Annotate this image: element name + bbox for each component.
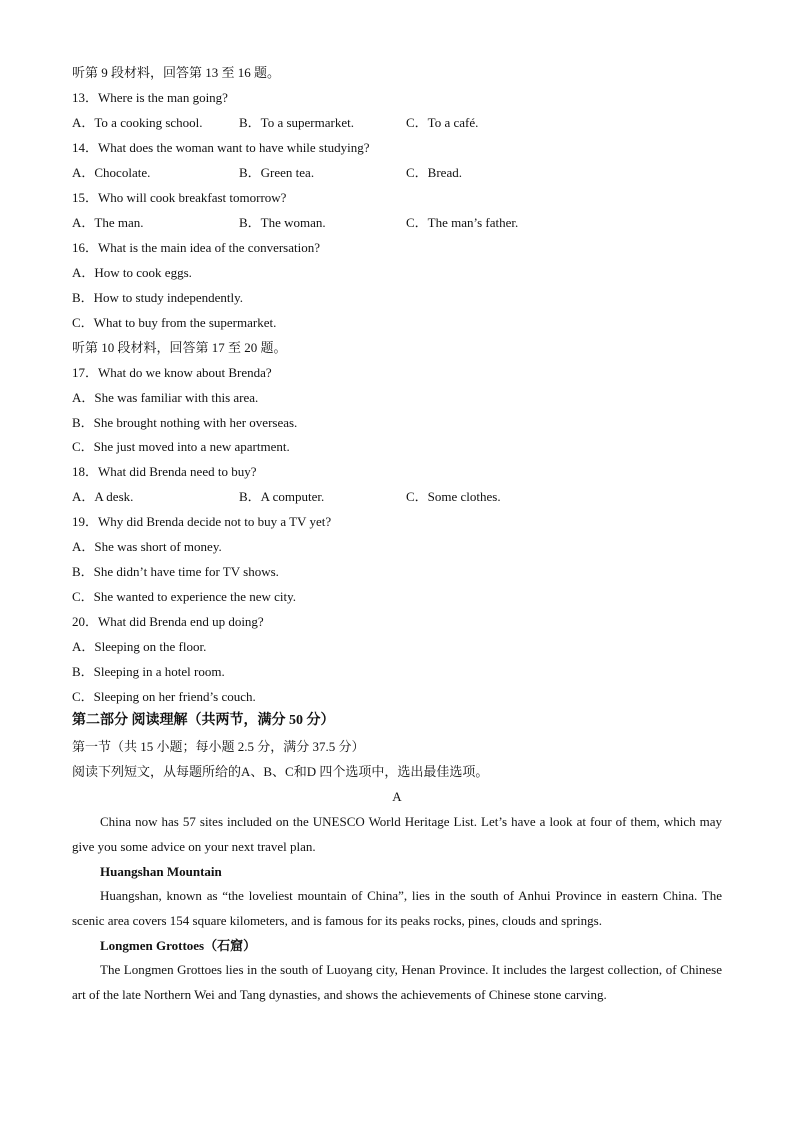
q18-option-a: A．A desk. (72, 489, 134, 504)
q18-stem: 18．What did Brenda need to buy? (72, 464, 257, 479)
q20-stem: 20．What did Brenda end up doing? (72, 614, 264, 629)
q18-option-c: C．Some clothes. (406, 489, 501, 504)
q17-option-a: A．She was familiar with this area. (72, 390, 259, 405)
q17-option-c: C．She just moved into a new apartment. (72, 439, 290, 454)
passage-label: A (392, 789, 402, 804)
passage-intro: China now has 57 sites included on the UNESCO World Heritage List. Let’s have a look at four of them, which may give you some advice on your next travel plan. (72, 814, 722, 854)
q13-option-a: A．To a cooking school. (72, 115, 203, 130)
q16-option-b: B．How to study independently. (72, 290, 244, 305)
q17-stem: 17．What do we know about Brenda? (72, 365, 272, 380)
q19-option-c: C．She wanted to experience the new city. (72, 589, 297, 604)
q14-option-a: A．Chocolate. (72, 165, 151, 180)
q16-option-a: A．How to cook eggs. (72, 265, 192, 280)
q15-option-b: B．The woman. (239, 215, 326, 230)
paragraph-longmen: The Longmen Grottoes lies in the south of Luoyang city, Henan Province. It includes the largest collection, of Chinese art of the late Northern Wei and Tang dynasties, and shows the achievements of Chinese stone carving. (72, 962, 722, 1002)
heading-huangshan: Huangshan Mountain (100, 864, 222, 879)
q17-option-b: B．She brought nothing with her overseas. (72, 415, 298, 430)
q13-option-b: B．To a supermarket. (239, 115, 354, 130)
q14-stem: 14．What does the woman want to have while studying? (72, 140, 370, 155)
q13-option-c: C．To a café. (406, 115, 479, 130)
q20-option-a: A．Sleeping on the floor. (72, 639, 207, 654)
section10-intro: 听第 10 段材料，回答第 17 至 20 题。 (72, 340, 287, 355)
q18-option-b: B．A computer. (239, 489, 325, 504)
q15-option-c: C．The man’s father. (406, 215, 519, 230)
q15-option-a: A．The man. (72, 215, 144, 230)
q15-stem: 15．Who will cook breakfast tomorrow? (72, 190, 287, 205)
paragraph-huangshan: Huangshan, known as “the loveliest mountain of China”, lies in the south of Anhui Province in eastern China. The scenic area covers 154 square kilometers, and is famous for its peaks rocks, pines, clouds and springs. (72, 888, 722, 928)
q13-stem: 13．Where is the man going? (72, 90, 228, 105)
q14-option-b: B．Green tea. (239, 165, 315, 180)
q14-option-c: C．Bread. (406, 165, 462, 180)
q19-option-b: B．She didn’t have time for TV shows. (72, 564, 279, 579)
q20-option-c: C．Sleeping on her friend’s couch. (72, 689, 256, 704)
reading-instruction: 阅读下列短文，从每题所给的A、B、C和D 四个选项中，选出最佳选项。 (72, 764, 489, 779)
reading-section-title: 第一节（共 15 小题；每小题 2.5 分，满分 37.5 分） (72, 739, 365, 754)
q16-stem: 16．What is the main idea of the conversation? (72, 240, 321, 255)
q19-stem: 19．Why did Brenda decide not to buy a TV yet? (72, 514, 332, 529)
section9-intro: 听第 9 段材料，回答第 13 至 16 题。 (72, 65, 281, 80)
q19-option-a: A．She was short of money. (72, 539, 222, 554)
q20-option-b: B．Sleeping in a hotel room. (72, 664, 225, 679)
q16-option-c: C．What to buy from the supermarket. (72, 315, 277, 330)
reading-part-title: 第二部分 阅读理解（共两节，满分 50 分） (72, 713, 335, 728)
heading-longmen: Longmen Grottoes（石窟） (100, 938, 257, 953)
